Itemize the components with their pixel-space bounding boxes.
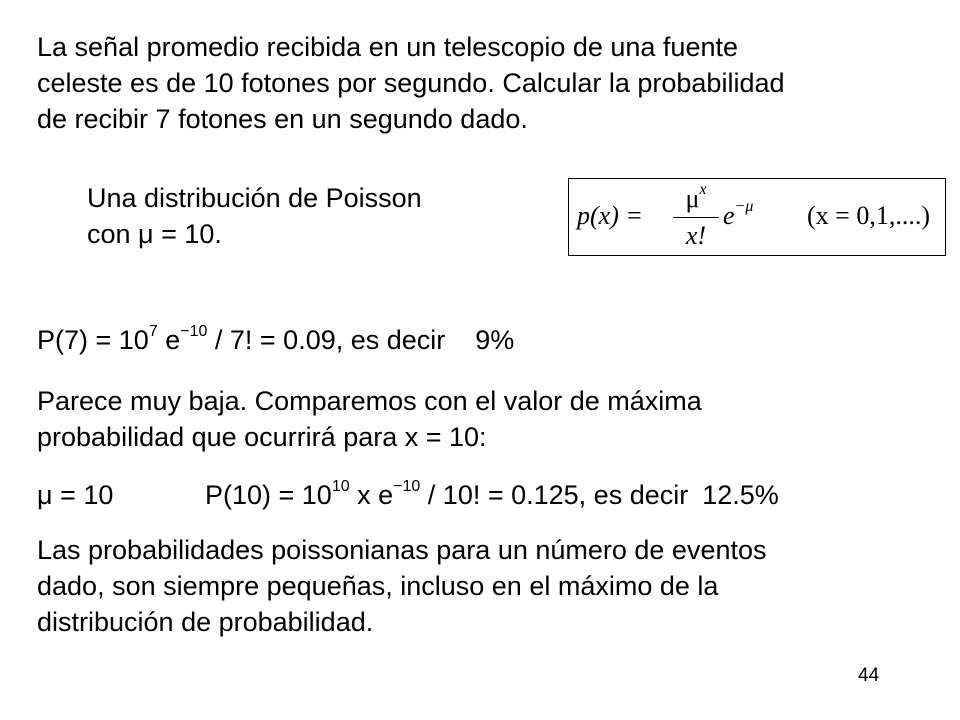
comparison-text [37, 383, 702, 455]
p10-exponent-1: 10 [331, 478, 350, 495]
formula-numerator-base: μ [685, 184, 700, 213]
p10-percent: 12.5% [702, 480, 779, 510]
conclusion-line: distribución de probabilidad. [37, 607, 374, 637]
formula-denominator: x! [685, 221, 707, 250]
comparison-line: Parece muy baja. Comparemos con el valor de máxima [37, 386, 702, 416]
problem-statement [37, 29, 785, 137]
poisson-line: con μ = 10. [87, 219, 222, 249]
problem-line: de recibir 7 fotones en un segundo dado. [37, 104, 528, 134]
formula-exponential [723, 198, 754, 231]
poisson-intro [87, 180, 422, 252]
conclusion-line: Las probabilidades poissonianas para un número de eventos [37, 535, 767, 565]
p10-mid: x e [349, 480, 394, 510]
p10-mu: μ = 10 [37, 480, 114, 510]
formula-numerator [673, 183, 719, 215]
formula-fraction-bar [673, 217, 719, 218]
p7-calculation [37, 322, 514, 358]
formula-domain: (x = 0,1,....) [807, 201, 930, 230]
p7-percent: 9% [475, 325, 515, 355]
poisson-formula-box [568, 178, 946, 256]
p7-exponent-2: −10 [180, 323, 208, 340]
p10-calculation [37, 477, 779, 513]
page-number: 44 [858, 665, 880, 686]
p7-exponent-1: 7 [148, 323, 158, 340]
p10-suffix: / 10! = 0.125, es decir [420, 480, 689, 510]
comparison-line: probabilidad que ocurrirá para x = 10: [37, 422, 487, 452]
conclusion-line: dado, son siempre pequeñas, incluso en el máximo de la [37, 571, 719, 601]
formula-lhs: p(x) = [577, 201, 643, 230]
poisson-line: Una distribución de Poisson [87, 183, 422, 213]
formula-fraction [673, 183, 719, 252]
p7-suffix: / 7! = 0.09, es decir [207, 325, 446, 355]
problem-line: celeste es de 10 fotones por segundo. Calcular la probabilidad [37, 68, 785, 98]
formula-exp-power: −μ [734, 198, 754, 216]
formula-numerator-exponent: x [699, 181, 707, 199]
p7-prefix: P(7) = 10 [37, 325, 149, 355]
p10-exponent-2: −10 [393, 478, 421, 495]
p10-prefix: P(10) = 10 [205, 480, 332, 510]
conclusion-text [37, 532, 767, 640]
formula-exp-base: e [723, 201, 735, 230]
p7-mid: e [157, 325, 181, 355]
problem-line: La señal promedio recibida en un telescopio de una fuente [37, 32, 738, 62]
